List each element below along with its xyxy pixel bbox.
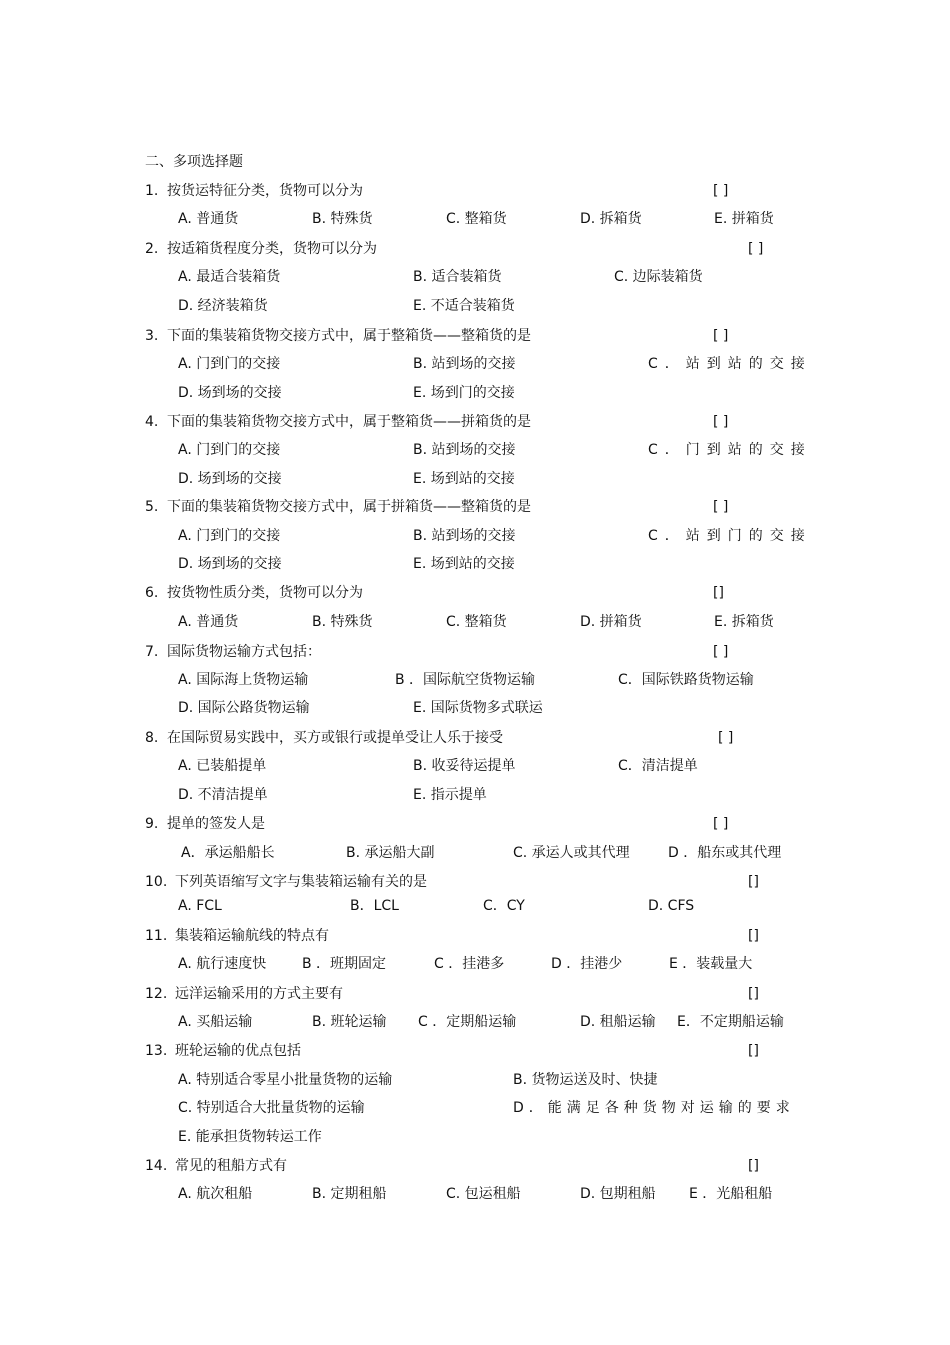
question-number: 2.: [145, 241, 159, 257]
option-e: E. 拼箱货: [714, 211, 774, 227]
option-a: A. 买船运输: [178, 1014, 253, 1030]
option-d: D. 租船运输: [580, 1014, 656, 1030]
option-d: D. 场到场的交接: [178, 556, 282, 572]
answer-bracket: [ ]: [713, 183, 729, 199]
option-a: A. 已装船提单: [178, 758, 267, 774]
question-number: 13.: [145, 1043, 168, 1059]
option-e: E. 场到门的交接: [413, 385, 515, 401]
question-text: 国际货物运输方式包括：: [167, 644, 321, 660]
option-c: C. 整箱货: [446, 614, 507, 630]
question-number: 11.: [145, 928, 168, 944]
option-a: A. 门到门的交接: [178, 356, 281, 372]
question-text: 按适箱货程度分类，货物可以分为: [167, 241, 377, 257]
question-text: 集装箱运输航线的特点有: [175, 928, 329, 944]
answer-bracket: [ ]: [713, 328, 729, 344]
answer-bracket: []: [748, 928, 759, 944]
option-d: D. 不清洁提单: [178, 787, 268, 803]
option-b: B. 站到场的交接: [413, 356, 516, 372]
question-text: 下面的集装箱货物交接方式中，属于整箱货——拼箱货的是: [167, 414, 531, 430]
answer-bracket: [ ]: [713, 644, 729, 660]
option-a: A. 国际海上货物运输: [178, 672, 309, 688]
option-b: B. 货物运送及时、快捷: [513, 1072, 658, 1088]
question-text: 常见的租船方式有: [175, 1158, 287, 1174]
option-b: B ．班期固定: [302, 956, 387, 972]
option-b: B. 适合装箱货: [413, 269, 502, 285]
option-d: D. 拆箱货: [580, 211, 642, 227]
option-c: C．国际铁路货物运输: [618, 672, 754, 688]
option-b: B ．国际航空货物运输: [395, 672, 536, 688]
question-number: 4.: [145, 414, 159, 430]
option-d: D ．船东或其代理: [668, 845, 782, 861]
question-number: 14.: [145, 1158, 168, 1174]
option-d: D. 包期租船: [580, 1186, 656, 1202]
question-number: 3.: [145, 328, 159, 344]
option-d: D. 拼箱货: [580, 614, 642, 630]
option-b: B. 班轮运输: [312, 1014, 387, 1030]
option-c: C. 特别适合大批量货物的运输: [178, 1100, 365, 1116]
question-text: 按货运特征分类，货物可以分为: [167, 183, 363, 199]
answer-bracket: [ ]: [718, 730, 734, 746]
answer-bracket: [ ]: [748, 241, 764, 257]
question-number: 12.: [145, 986, 168, 1002]
option-b: B. 收妥待运提单: [413, 758, 516, 774]
question-text: 班轮运输的优点包括: [175, 1043, 301, 1059]
option-a: A. 特别适合零星小批量货物的运输: [178, 1072, 393, 1088]
option-e: E ．光船租船: [689, 1186, 773, 1202]
option-a: A. 航次租船: [178, 1186, 253, 1202]
question-number: 5.: [145, 499, 159, 515]
option-a: A. 普通货: [178, 614, 239, 630]
option-e: E. 场到站的交接: [413, 471, 515, 487]
option-a: A. 门到门的交接: [178, 442, 281, 458]
option-e: E. 指示提单: [413, 787, 487, 803]
option-d: D ．挂港少: [551, 956, 623, 972]
question-number: 7.: [145, 644, 159, 660]
answer-bracket: []: [713, 585, 724, 601]
question-number: 10.: [145, 874, 168, 890]
option-e: E. 国际货物多式联运: [413, 700, 543, 716]
option-b: B．LCL: [350, 898, 399, 914]
question-text: 提单的签发人是: [167, 816, 265, 832]
option-e: E. 拆箱货: [714, 614, 774, 630]
option-a: A. 最适合装箱货: [178, 269, 281, 285]
option-c: C ．挂港多: [434, 956, 505, 972]
question-text: 下面的集装箱货物交接方式中，属于拼箱货——整箱货的是: [167, 499, 531, 515]
option-b: B. 特殊货: [312, 211, 373, 227]
option-b: B. 定期租船: [312, 1186, 387, 1202]
option-c: C．站到站的交接: [648, 356, 812, 372]
answer-bracket: [ ]: [713, 414, 729, 430]
option-e: E ．装载量大: [669, 956, 753, 972]
option-a: A. FCL: [178, 898, 222, 914]
option-c: C. 包运租船: [446, 1186, 521, 1202]
option-a: A. 普通货: [178, 211, 239, 227]
option-a: A. 门到门的交接: [178, 528, 281, 544]
option-c: C．清洁提单: [618, 758, 698, 774]
answer-bracket: []: [748, 874, 759, 890]
answer-bracket: []: [748, 1043, 759, 1059]
option-b: B. 特殊货: [312, 614, 373, 630]
option-e: E. 不适合装箱货: [413, 298, 515, 314]
option-c: C ．定期船运输: [418, 1014, 517, 1030]
option-b: B. 承运船大副: [346, 845, 435, 861]
option-c: C. 承运人或其代理: [513, 845, 630, 861]
question-number: 1.: [145, 183, 159, 199]
option-d: D. 场到场的交接: [178, 385, 282, 401]
question-number: 6.: [145, 585, 159, 601]
option-c: C. 边际装箱货: [614, 269, 703, 285]
option-c: C．站到门的交接: [648, 528, 812, 544]
question-text: 下列英语缩写文字与集装箱运输有关的是: [175, 874, 427, 890]
option-e: E. 场到站的交接: [413, 556, 515, 572]
question-text: 按货物性质分类，货物可以分为: [167, 585, 363, 601]
option-c: C. 整箱货: [446, 211, 507, 227]
answer-bracket: [ ]: [713, 816, 729, 832]
option-b: B. 站到场的交接: [413, 442, 516, 458]
option-a: A. 航行速度快: [178, 956, 267, 972]
option-c: C．CY: [483, 898, 525, 914]
option-d: D. CFS: [648, 898, 695, 914]
option-d: D．能满足各种货物对运输的要求: [513, 1100, 795, 1116]
option-d: D. 经济装箱货: [178, 298, 268, 314]
option-e: E．不定期船运输: [677, 1014, 784, 1030]
question-number: 8.: [145, 730, 159, 746]
option-d: D. 场到场的交接: [178, 471, 282, 487]
answer-bracket: []: [748, 986, 759, 1002]
option-c: C．门到站的交接: [648, 442, 812, 458]
question-text: 在国际贸易实践中，买方或银行或提单受让人乐于接受: [167, 730, 503, 746]
answer-bracket: []: [748, 1158, 759, 1174]
question-text: 远洋运输采用的方式主要有: [175, 986, 343, 1002]
option-e: E. 能承担货物转运工作: [178, 1129, 322, 1145]
option-d: D. 国际公路货物运输: [178, 700, 310, 716]
option-a: A．承运船船长: [181, 845, 275, 861]
question-text: 下面的集装箱货物交接方式中，属于整箱货——整箱货的是: [167, 328, 531, 344]
answer-bracket: [ ]: [713, 499, 729, 515]
option-b: B. 站到场的交接: [413, 528, 516, 544]
question-number: 9.: [145, 816, 159, 832]
section-title: 二、多项选择题: [145, 154, 243, 170]
